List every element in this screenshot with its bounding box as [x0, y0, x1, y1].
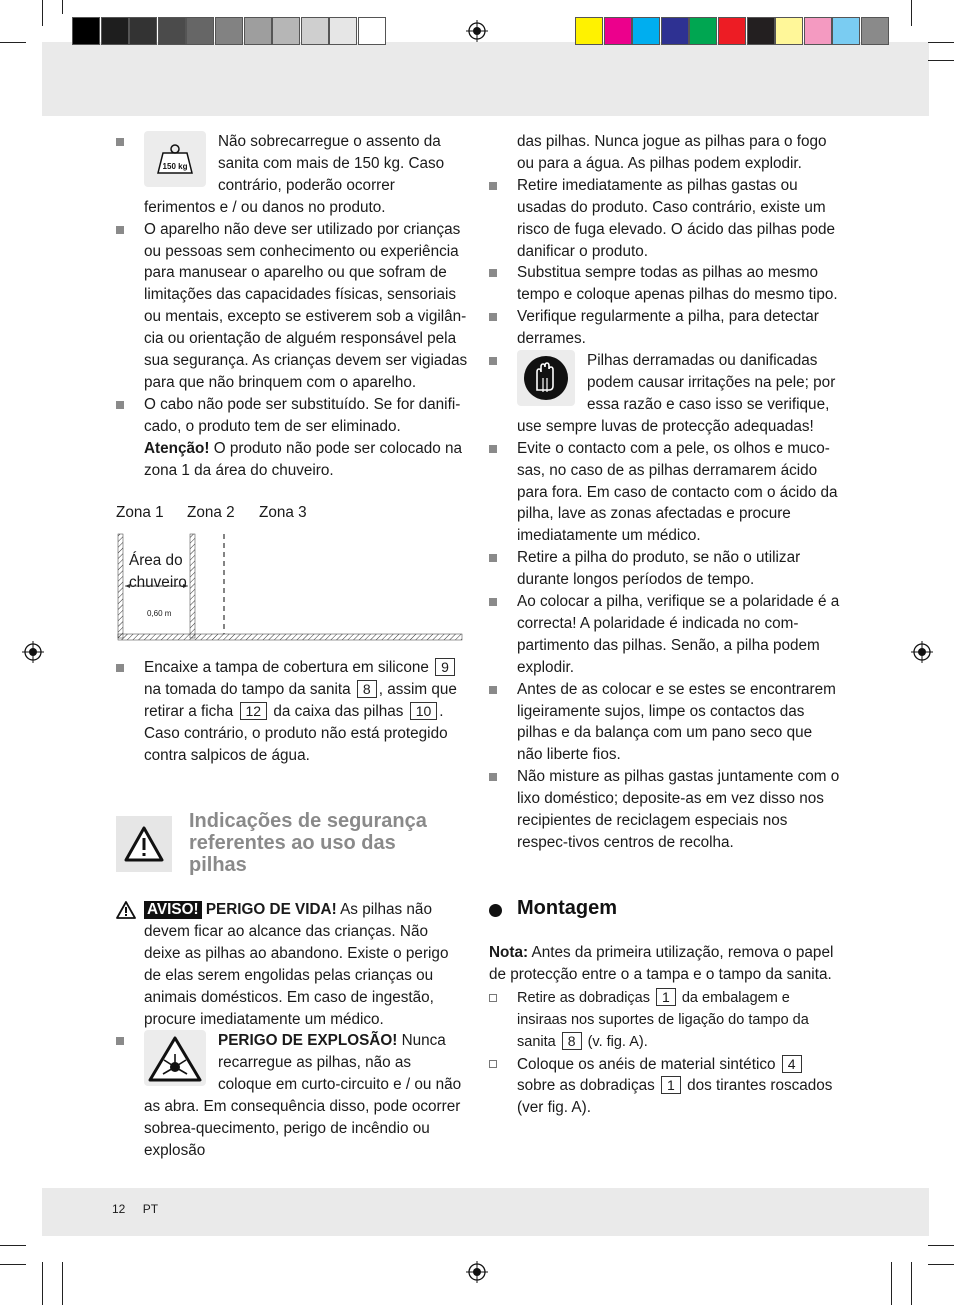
weight-label: 150 kg [162, 162, 188, 171]
bullet-item: Substitua sempre todas as pilhas ao mesmo tempo e coloque apenas pilhas do mesmo tipo. [489, 262, 841, 306]
color-swatch [747, 17, 775, 45]
crop-mark [911, 0, 912, 26]
part-ref-8: 8 [562, 1032, 582, 1050]
color-swatch [358, 17, 386, 45]
bullet-marker [116, 138, 124, 146]
bullet-marker [489, 686, 497, 694]
page-number: 12 [112, 1202, 126, 1216]
section-title: Indicações de segurança referentes ao uso das pilhas [189, 810, 427, 876]
crop-mark [0, 42, 26, 43]
color-swatch [575, 17, 603, 45]
left-column-lower [116, 657, 468, 767]
color-swatch [832, 17, 860, 45]
part-ref-4: 4 [782, 1055, 802, 1073]
nota-label: Nota: [489, 944, 529, 961]
crop-mark [62, 1262, 63, 1305]
bullet-item [116, 219, 468, 394]
overload-text: Não sobrecarregue o assento da sanita com mais de 150 kg. Caso contrário, poderão ocorrer ferimentos e / ou danos no produto. [144, 133, 445, 216]
part-ref-8: 8 [357, 680, 377, 698]
bullet-item [116, 131, 468, 219]
children-warning-text: O aparelho não deve ser utilizado por crianças ou pessoas sem conhecimento ou experiência para manusear o aparelho ou que sofram de limitações das capacidades físicas, sensoriais ou mentais, excepto se estiverem sob a vigilân-cia ou orientação de alguém responsável pela sua segurança. As crianças devem ser vigiadas para que não brinquem com o aparelho. [144, 220, 468, 391]
bullet-marker [489, 773, 497, 781]
crop-mark [0, 1245, 26, 1246]
warning-triangle-icon [116, 901, 136, 919]
right-column [489, 131, 841, 854]
page-footer [112, 1202, 158, 1216]
registration-mark-icon [22, 641, 44, 663]
bullet-item: Retire a pilha do produto, se não o utilizar durante longos períodos de tempo. [489, 547, 841, 591]
warning-badge: AVISO! [144, 901, 202, 919]
nota-paragraph: Nota: Antes da primeira utilização, remova o papel de protecção entre o a tampa e o tampo da sanita. [489, 944, 834, 983]
color-swatch [718, 17, 746, 45]
bullet-item: Ao colocar a pilha, verifique se a polaridade é a correcta! A polaridade é indicada no com-partimento das pilhas. Senão, a pilha podem explodir. [489, 591, 841, 679]
header-band [42, 42, 929, 116]
color-swatch [272, 17, 300, 45]
crop-mark [42, 1262, 43, 1305]
attention-label: Atenção! [144, 439, 210, 457]
color-swatch [329, 17, 357, 45]
language-code: PT [142, 1202, 159, 1216]
zone-2-label: Zona 2 [187, 504, 235, 521]
bullet-item: Não misture as pilhas gastas juntamente com o lixo doméstico; deposite-as em vez disso nos recipientes de reciclagem especiais nos respec-tivos centros de recolha. [489, 766, 841, 854]
explosion-text: Nunca recarregue as pilhas, não as coloque em curto-circuito e / ou não as abra. Em consequência disso, pode ocorrer sobrea-quecimento, perigo de incêndio ou explosão [144, 1032, 462, 1159]
bullet-marker [116, 664, 124, 672]
bullet-item: Pilhas derramadas ou danificadas podem causar irritações na pele; por essa razão e caso isso se verifique, use sempre luvas de protecção adequadas! [489, 350, 841, 438]
explosion-label: PERIGO DE EXPLOSÃO! [218, 1032, 398, 1050]
color-swatch [301, 17, 329, 45]
dimension-label: 0,60 m [147, 609, 172, 618]
crop-mark [928, 1264, 954, 1265]
zone-diagram [116, 504, 466, 644]
bullet-item [116, 1030, 468, 1161]
footer-band [42, 1188, 929, 1236]
gloves-icon [517, 350, 575, 406]
shower-area-label: Área do chuveiro [129, 552, 187, 591]
zone-3-label: Zona 3 [259, 504, 307, 521]
color-swatch [186, 17, 214, 45]
part-ref-1: 1 [656, 988, 676, 1006]
crop-mark [928, 1245, 954, 1246]
color-swatch [129, 17, 157, 45]
bullet-marker [489, 554, 497, 562]
color-swatch [661, 17, 689, 45]
color-swatch [244, 17, 272, 45]
color-swatch [689, 17, 717, 45]
registration-mark-icon [466, 1261, 488, 1283]
step-checkbox [489, 1060, 497, 1068]
color-swatch [72, 17, 100, 45]
bullet-marker [489, 357, 497, 365]
montagem-title: Montagem [517, 897, 617, 919]
step-item: Coloque os anéis de material sintético 4 sobre as dobradiças 1 dos tirantes roscados (ver fig. A). [489, 1054, 841, 1120]
cable-text: O cabo não pode ser substituído. Se for danifi-cado, o produto tem de ser eliminado. [144, 395, 461, 435]
bullet-item: Encaixe a tampa de cobertura em silicone 9 na tomada do tampo da sanita 8 , assim que retirar a ficha 12 da caixa das pilhas 10 . Caso contrário, o produto não está protegido contra salpicos de água. [116, 657, 468, 767]
bullet-marker [489, 313, 497, 321]
warning-item [116, 899, 468, 1030]
bullet-marker [489, 182, 497, 190]
color-swatch [632, 17, 660, 45]
continued-text: das pilhas. Nunca jogue as pilhas para o fogo ou para a água. As pilhas podem explodir. [517, 133, 827, 172]
bullet-marker [116, 1037, 124, 1045]
zone-1-label: Zona 1 [116, 504, 164, 521]
color-swatch [804, 17, 832, 45]
part-ref-1: 1 [661, 1076, 681, 1094]
bullet-item: Verifique regularmente a pilha, para detectar derrames. [489, 306, 841, 350]
crop-mark [891, 1262, 892, 1305]
bullet-marker [489, 445, 497, 453]
part-ref-9: 9 [435, 658, 455, 676]
part-ref-12: 12 [240, 702, 268, 720]
crop-mark [0, 1264, 26, 1265]
crop-mark [928, 60, 954, 61]
danger-of-life-text: As pilhas não devem ficar ao alcance das crianças. Não deixe as pilhas ao abandono. Existe o perigo de elas serem engolidas pelas crianças ou animais domésticos. Em caso de ingestão, procure imediatamente um médico. [144, 901, 449, 1028]
bullet-item: Evite o contacto com a pele, os olhos e muco-sas, no caso de as pilhas derramarem ácido para fora. Em caso de contacto com o ácido da pilha, lave as zonas afectadas e procure imediatamente um médico. [489, 438, 841, 548]
bullet-item: Retire imediatamente as pilhas gastas ou usadas do produto. Caso contrário, existe um risco de fuga elevado. O ácido das pilhas pode danificar o produto. [489, 175, 841, 263]
registration-mark-icon [911, 641, 933, 663]
bullet-marker [489, 598, 497, 606]
color-swatch [861, 17, 889, 45]
crop-mark [911, 1262, 912, 1305]
color-swatch [158, 17, 186, 45]
attention-text: O produto não pode ser colocado na zona 1 da área do chuveiro. [144, 439, 463, 479]
bullet-marker [489, 269, 497, 277]
battery-warnings-left [116, 899, 468, 1162]
bullet-item: Antes de as colocar e se estes se encontrarem ligeiramente sujos, limpe os contactos das pilhas e da balança com um pano seco que não liberte fios. [489, 679, 841, 767]
step-item: Retire as dobradiças 1 da embalagem e insiraas nos suportes de ligação do tampo da sanita 8 (v. fig. A). [489, 988, 841, 1054]
registration-mark-icon [466, 20, 488, 42]
bullet-item [116, 394, 468, 482]
color-swatch [215, 17, 243, 45]
bullet-marker [116, 226, 124, 234]
left-column [116, 131, 468, 482]
danger-of-life-label: PERIGO DE VIDA! [205, 901, 337, 918]
crop-mark [42, 0, 43, 26]
step-checkbox [489, 994, 497, 1002]
warning-triangle-icon [116, 816, 172, 872]
crop-mark [928, 42, 954, 43]
montagem-body [489, 942, 841, 1119]
explosion-icon [144, 1030, 206, 1086]
part-ref-10: 10 [410, 702, 438, 720]
section-dot-icon [489, 904, 502, 917]
color-swatch [775, 17, 803, 45]
weight-150kg-icon [144, 131, 206, 187]
crop-mark [62, 0, 63, 14]
bullet-marker [116, 401, 124, 409]
color-swatch [101, 17, 129, 45]
color-swatch [604, 17, 632, 45]
